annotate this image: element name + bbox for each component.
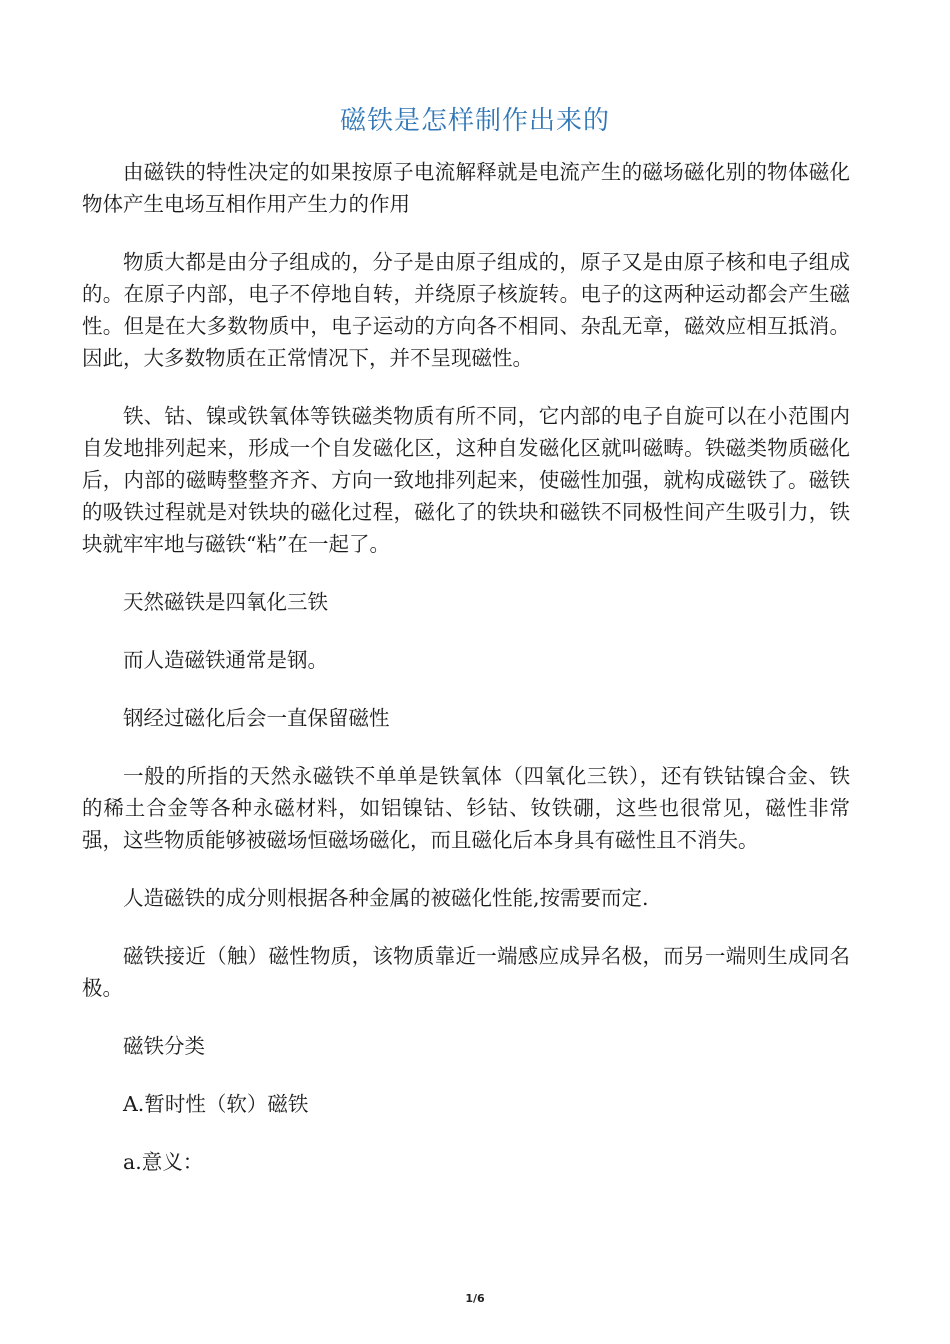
paragraph-4: 天然磁铁是四氧化三铁 [123,590,328,614]
page-number: 1/6 [465,1292,485,1305]
document-title: 磁铁是怎样制作出来的 [339,106,610,136]
paragraph-1: 由磁铁的特性决定的如果按原子电流解释就是电流产生的磁场磁化别的物体磁化物体产生电场互相作用产生力的作用 [82,160,850,216]
paragraph-9: 磁铁接近（触）磁性物质，该物质靠近一端感应成异名极，而另一端则生成同名极。 [82,944,850,1000]
paragraph-6: 钢经过磁化后会一直保留磁性 [123,706,390,730]
paragraph-12: a.意义： [123,1150,204,1174]
paragraph-7: 一般的所指的天然永磁铁不单单是铁氧体（四氧化三铁），还有铁钴镍合金、铁的稀土合金等各种永磁材料，如铝镍钴、钐钴、钕铁硼，这些也很常见，磁性非常强，这些物质能够被磁场恒磁场磁化，而且磁化后本身具有磁性且不消失。 [82,764,850,852]
paragraph-8: 人造磁铁的成分则根据各种金属的被磁化性能,按需要而定. [123,886,649,910]
paragraph-11: A.暂时性（软）磁铁 [123,1092,309,1116]
paragraph-3: 铁、钴、镍或铁氧体等铁磁类物质有所不同，它内部的电子自旋可以在小范围内自发地排列起来，形成一个自发磁化区，这种自发磁化区就叫磁畴。铁磁类物质磁化后，内部的磁畴整整齐齐、方向一致地排列起来，使磁性加强，就构成磁铁了。磁铁的吸铁过程就是对铁块的磁化过程，磁化了的铁块和磁铁不同极性间产生吸引力，铁块就牢牢地与磁铁“粘”在一起了。 [82,404,850,556]
paragraph-2: 物质大都是由分子组成的，分子是由原子组成的，原子又是由原子核和电子组成的。在原子内部，电子不停地自转，并绕原子核旋转。电子的这两种运动都会产生磁性。但是在大多数物质中，电子运动的方向各不相同、杂乱无章，磁效应相互抵消。因此，大多数物质在正常情况下，并不呈现磁性。 [82,250,850,370]
paragraph-10: 磁铁分类 [123,1034,205,1058]
document-body [82,156,850,1204]
paragraph-5: 而人造磁铁通常是钢。 [123,648,328,672]
